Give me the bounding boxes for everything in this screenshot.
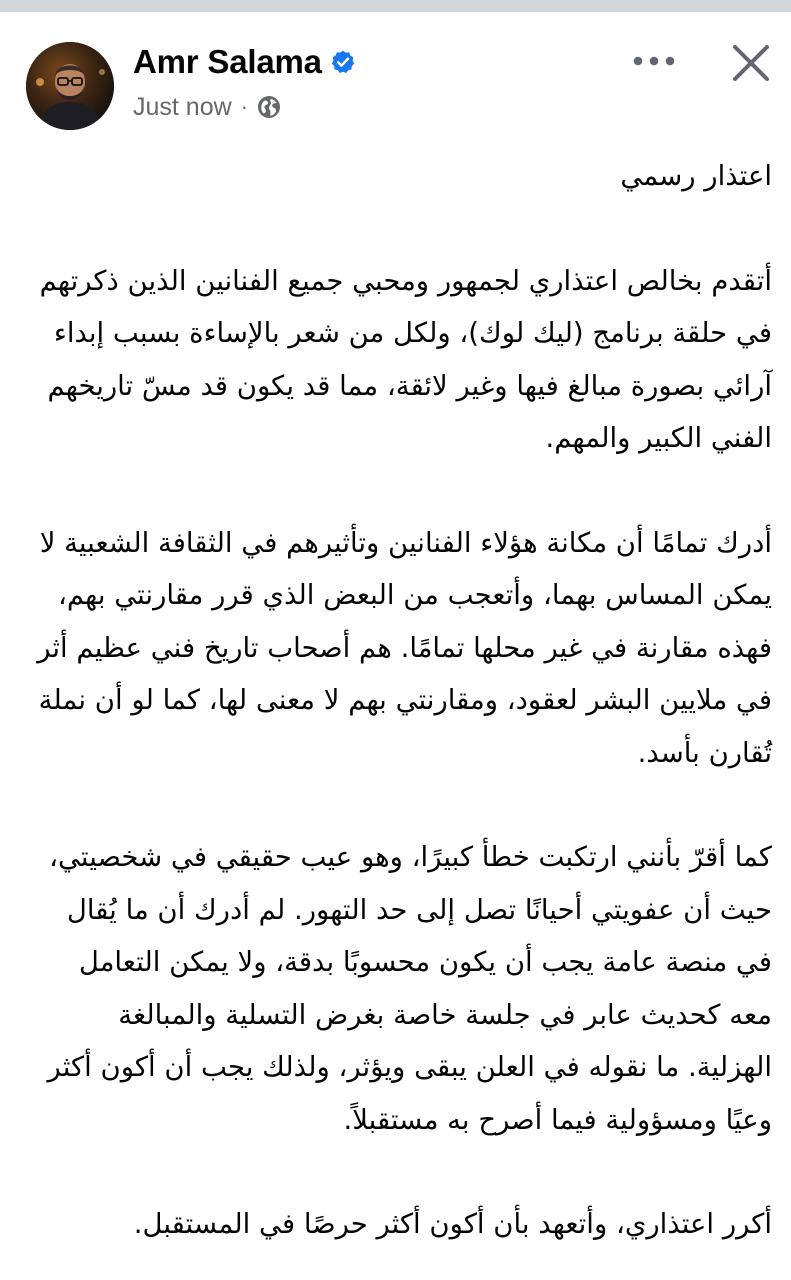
close-button[interactable] — [726, 38, 776, 88]
author-name[interactable]: Amr Salama — [133, 43, 322, 80]
post-paragraph: كما أقرّ بأنني ارتكبت خطأ كبيرًا، وهو عيب حقيقي في شخصيتي، حيث أن عفويتي أحيانًا تصل إلى حد التهور. لم أدرك أن ما يُقال في منصة عامة يجب أن يكون محسوبًا بدقة، ولا يمكن التعامل معه كحديث عابر في جلسة خاصة بغرض التسلية والمبالغة الهزلية. ما نقوله في العلن يبقى ويؤثر، ولذلك يجب أن أكون أكثر وعيًا ومسؤولية فيما أصرح به مستقبلاً. — [47, 841, 772, 1136]
avatar-photo — [26, 42, 114, 130]
post-heading: اعتذار رسمي — [620, 160, 772, 192]
avatar[interactable] — [26, 42, 114, 130]
meta-separator: · — [240, 94, 248, 119]
post-meta — [133, 92, 281, 122]
post-paragraph: أتقدم بخالص اعتذاري لجمهور ومحبي جميع الفنانين الذين ذكرتهم في حلقة برنامج (ليك لوك)، ولكل من شعر بالإساءة بسبب إبداء آرائي بصورة مبالغ فيها وغير لائقة، مما قد يكون قد مسّ تاريخهم الفني الكبير والمهم. — [39, 264, 772, 454]
post-paragraph: أدرك تمامًا أن مكانة هؤلاء الفنانين وتأثيرهم في الثقافة الشعبية لا يمكن المساس بهما، وأتعجب من البعض الذي قرر مقارنتي بهم، فهذه مقارنة في غير محلها تمامًا. هم أصحاب تاريخ فني عظيم أثر في ملايين البشر لعقود، ومقارنتي بهم لا معنى لها، كما لو أن نملة تُقارن بأسد. — [37, 526, 772, 769]
post-body — [30, 150, 772, 1251]
post-author — [133, 42, 356, 82]
globe-icon[interactable] — [257, 95, 281, 119]
top-strip — [0, 0, 791, 12]
close-icon — [731, 43, 771, 83]
more-options-button[interactable] — [630, 44, 678, 78]
post-paragraph: أكرر اعتذاري، وأتعهد بأن أكون أكثر حرصًا في المستقبل. — [133, 1208, 772, 1240]
verified-badge-icon — [330, 49, 356, 75]
post-timestamp[interactable]: Just now — [133, 92, 232, 121]
more-options-icon — [632, 55, 676, 67]
